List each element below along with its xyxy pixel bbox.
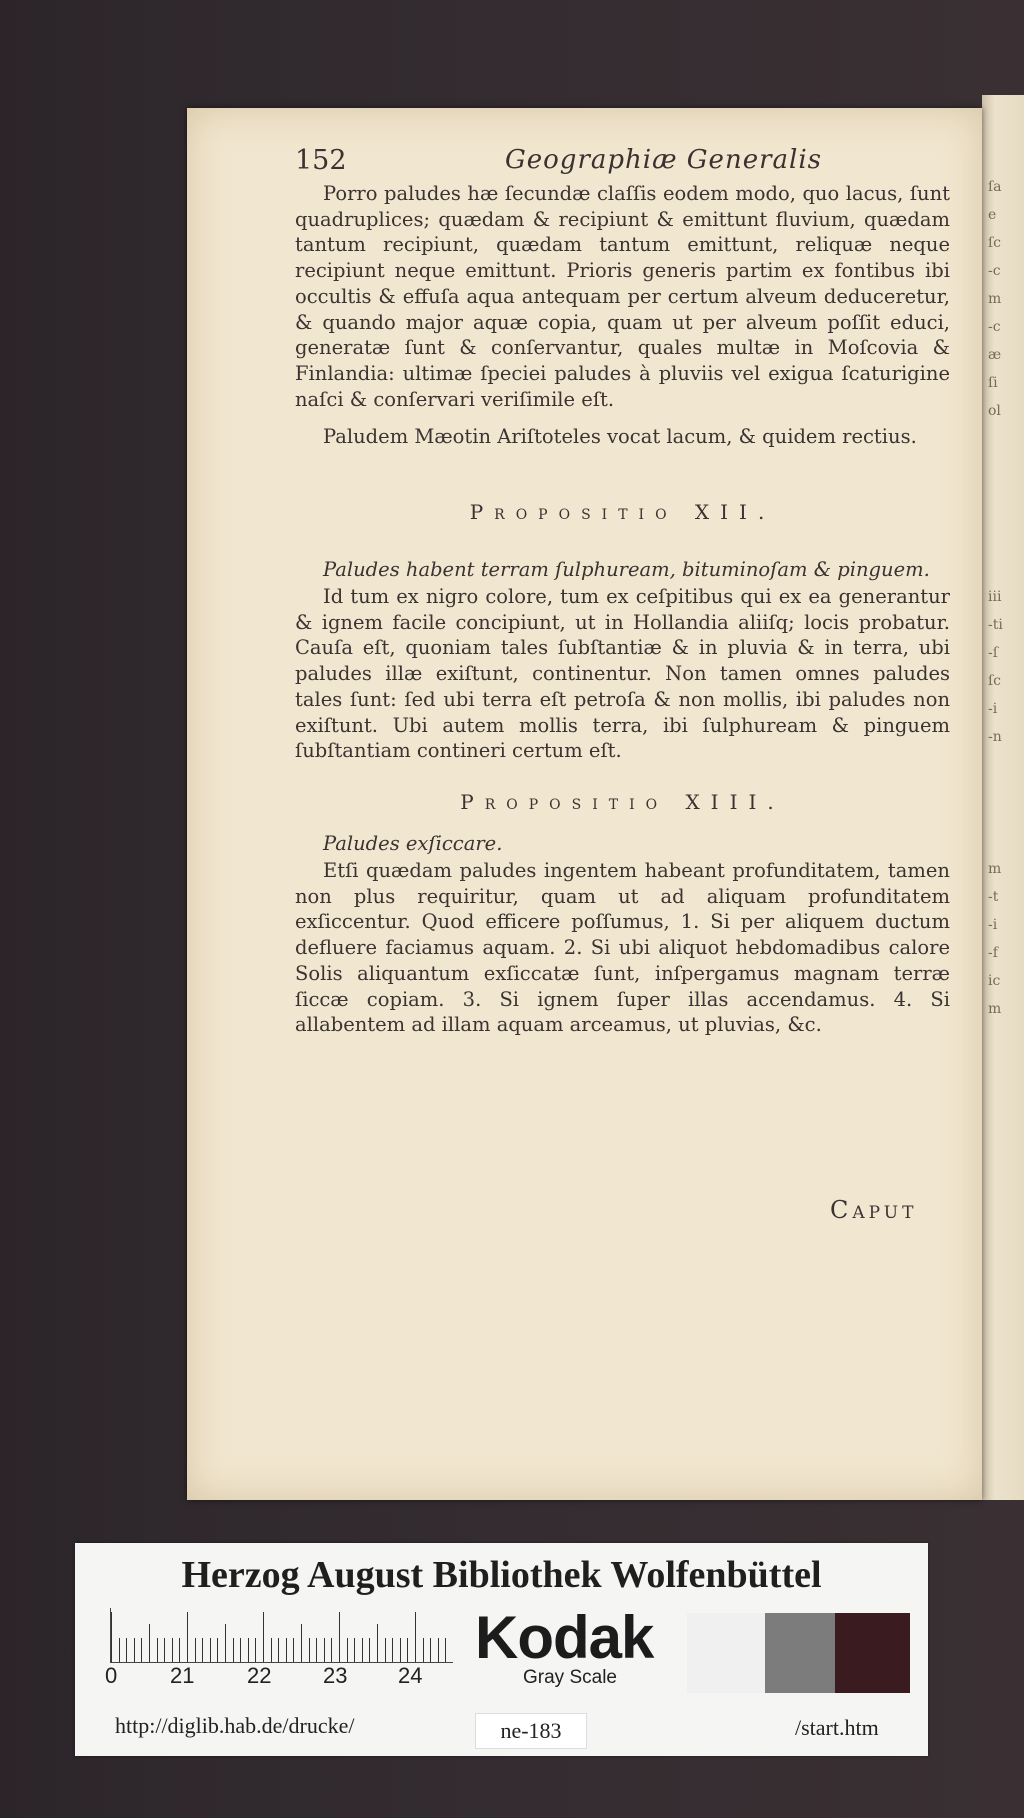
ruler-tick: [309, 1638, 310, 1662]
catchword: Caput: [830, 1196, 918, 1224]
ruler-tick: [392, 1638, 393, 1662]
ruler-tick: [187, 1612, 188, 1662]
proposition-13-heading: Propositio XIII.: [460, 790, 785, 814]
ruler-tick: [301, 1624, 302, 1662]
ruler-tick: [415, 1612, 416, 1662]
ruler-tick: [347, 1638, 348, 1662]
proposition-12-thesis: Paludes habent terram ſulphuream, bituminoſam & pinguem.: [323, 558, 930, 581]
ruler-tick: [385, 1638, 386, 1662]
kodak-logo: Kodak: [475, 1604, 654, 1671]
ruler-tick: [438, 1638, 439, 1662]
ruler-tick: [195, 1638, 196, 1662]
proposition-13-thesis: Paludes exſiccare.: [323, 832, 503, 855]
gray-swatch-dark: [835, 1613, 910, 1693]
page-number: 152: [295, 145, 347, 176]
ruler-tick: [111, 1612, 112, 1662]
ruler-tick: [271, 1638, 272, 1662]
ruler-label: 24: [398, 1663, 423, 1688]
ruler-tick: [248, 1638, 249, 1662]
ruler-tick: [210, 1638, 211, 1662]
ruler-tick: [179, 1638, 180, 1662]
proposition-12-body: [295, 584, 950, 764]
paragraph-text: Id tum ex nigro colore, tum ex ceſpitibus qui ex ea generantur & ignem facile concipiunt, ut in Hollandia aliiſq; locis probatur. Cauſa eſt, quoniam tales ſubſtantiæ & in pluvia & in terra, ubi paludes illæ exiſtunt, continentur. Non tamen omnes paludes tales ſunt: ſed ubi terra eſt petroſa & non mollis, ibi paludes non exiſtunt. Ubi autem mollis terra, ibi ſulphuream & pinguem ſubſtantiam contineri certum eſt.: [295, 585, 950, 763]
ruler-tick: [430, 1638, 431, 1662]
color-target-card: [75, 1543, 928, 1756]
gray-swatch-mid: [765, 1613, 835, 1693]
library-name: Herzog August Bibliothek Wolfenbüttel: [181, 1554, 822, 1596]
ruler-tick: [293, 1638, 294, 1662]
proposition-13-body: [295, 858, 950, 1038]
url-prefix: http://diglib.hab.de/drucke/: [115, 1713, 355, 1738]
body-paragraph-1: [295, 181, 950, 412]
gray-scale-label: Gray Scale: [523, 1667, 617, 1688]
shelfmark: ne-183: [475, 1713, 587, 1749]
ruler-tick: [233, 1638, 234, 1662]
ruler-label: 0: [105, 1663, 118, 1688]
ruler-tick: [141, 1638, 142, 1662]
ruler-tick: [217, 1638, 218, 1662]
ruler-tick: [172, 1638, 173, 1662]
ruler-tick: [286, 1638, 287, 1662]
ruler-tick: [316, 1638, 317, 1662]
ruler-tick: [202, 1638, 203, 1662]
facing-page-marks-2: iii -ti -ſ ſc -i -n: [988, 589, 1003, 745]
paragraph-text: Etſi quædam paludes ingentem habeant profunditatem, tamen non plus requiritur, quam ut ad aliquam profunditatem exſiccentur. Quod efficere poſſumus, 1. Si per aliquem ductum defluere faciamus aquam. 2. Si ubi aliquot hebdomadibus calore Solis aliquantum exſiccatæ ſunt, inſpergamus magnam terræ ſiccæ copiam. 3. Si ignem ſuper illas accendamus. 4. Si allabentem ad illam aquam arceamus, ut pluvias, &c.: [295, 859, 950, 1037]
measurement-ruler: [110, 1608, 453, 1663]
ruler-tick: [126, 1638, 127, 1662]
ruler-tick: [423, 1638, 424, 1662]
ruler-tick: [240, 1638, 241, 1662]
ruler-tick: [134, 1638, 135, 1662]
ruler-label: 22: [247, 1663, 272, 1688]
ruler-tick: [362, 1638, 363, 1662]
ruler-tick: [331, 1638, 332, 1662]
ruler-tick: [407, 1638, 408, 1662]
running-title: Geographiæ Generalis: [505, 145, 822, 175]
ruler-label: 23: [323, 1663, 348, 1688]
ruler-tick: [400, 1638, 401, 1662]
gray-swatch-light: [687, 1613, 765, 1693]
paragraph-text: Paludem Mæotin Ariſtoteles vocat lacum, & quidem rectius.: [323, 425, 917, 448]
ruler-tick: [157, 1638, 158, 1662]
ruler-tick: [369, 1638, 370, 1662]
ruler-tick: [149, 1624, 150, 1662]
body-paragraph-2: [295, 424, 950, 450]
ruler-tick: [225, 1624, 226, 1662]
facing-page-marks: ſa e ſc -c m -c æ ſi ol: [988, 179, 1002, 419]
facing-page-marks-3: m -t -i -f ic m: [988, 861, 1002, 1017]
ruler-tick: [255, 1638, 256, 1662]
ruler-tick: [324, 1638, 325, 1662]
proposition-12-heading: Propositio XII.: [469, 500, 776, 524]
ruler-tick: [263, 1612, 264, 1662]
ruler-tick: [354, 1638, 355, 1662]
ruler-tick: [339, 1612, 340, 1662]
ruler-tick: [119, 1638, 120, 1662]
ruler-tick: [445, 1638, 446, 1662]
url-suffix: /start.htm: [795, 1715, 879, 1740]
ruler-label: 21: [170, 1663, 195, 1688]
page-header: [295, 145, 935, 177]
paragraph-text: Porro paludes hæ ſecundæ claſſis eodem modo, quo lacus, ſunt quadruplices; quædam & recipiunt & emittunt fluvium, quædam tantum recipiunt, quædam tantum emittunt, reliquæ neque recipiunt neque emittunt. Prioris generis partim ex fontibus ibi occultis & effuſa aqua antequam per certum alveum deduceretur, & quando major aquæ copia, quam ut per alveum poſſit educi, generatæ ſunt & conſervantur, quales multæ in Moſcovia & Finlandia: ultimæ ſpeciei paludes à pluviis vel exigua ſcaturigine naſci & conſervari veriſimile eſt.: [295, 182, 950, 411]
ruler-tick: [377, 1624, 378, 1662]
ruler-tick: [278, 1638, 279, 1662]
ruler-tick: [164, 1638, 165, 1662]
